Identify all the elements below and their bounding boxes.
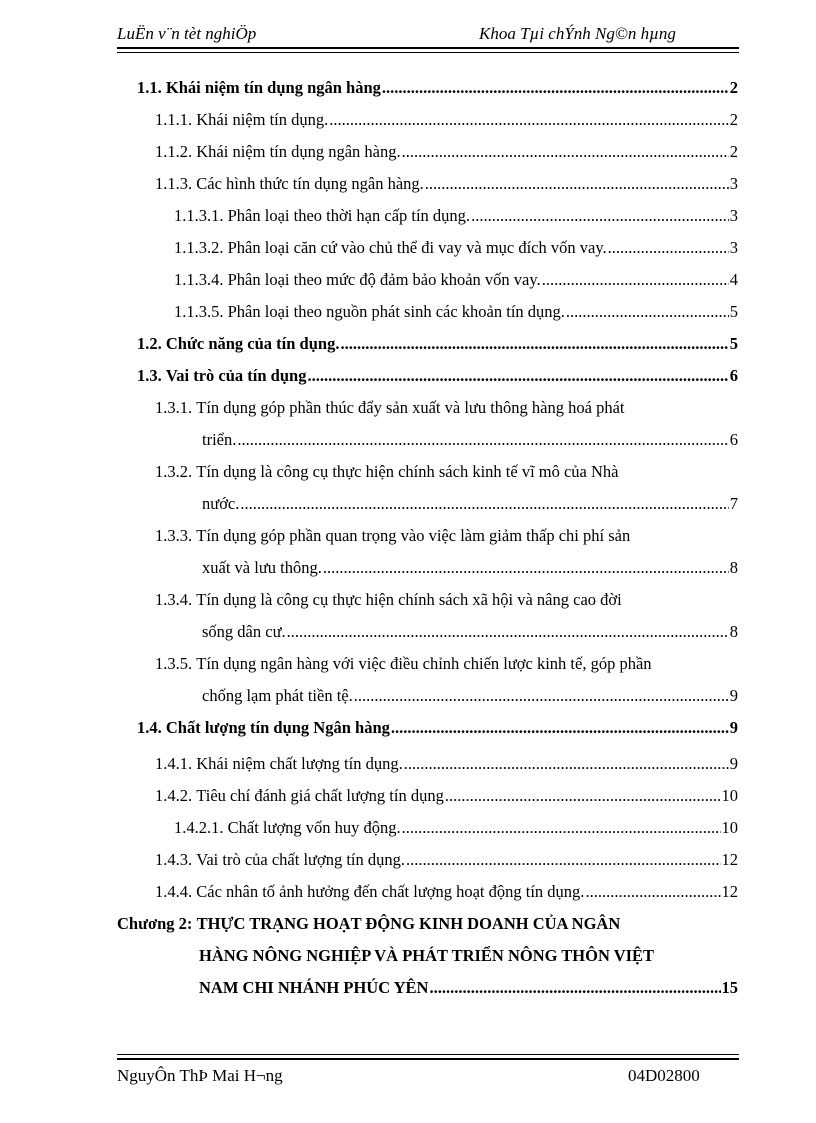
toc-chapter-2[interactable]: NAM CHI NHÁNH PHÚC YÊN ..... 15 bbox=[199, 978, 738, 998]
toc-entry-1-3-2-line1[interactable]: 1.3.2. Tín dụng là công cụ thực hiện chính sách kinh tế vĩ mô của Nhà bbox=[155, 462, 619, 481]
toc-entry-1-3-3-line1[interactable]: 1.3.3. Tín dụng góp phần quan trọng vào việc làm giảm thấp chi phí sản bbox=[155, 526, 631, 545]
footer-author: NguyÔn ThÞ Mai H¬ng bbox=[117, 1066, 283, 1085]
header-thesis-title: LuËn v¨n tèt nghiÖp bbox=[117, 24, 257, 43]
toc-entry-1-1-3[interactable]: 1.1.3. Các hình thức tín dụng ngân hàng. ..... 3 bbox=[155, 174, 738, 194]
toc-entry-1-1-3-1[interactable]: 1.1.3.1. Phân loại theo thời hạn cấp tín dụng. ..... 3 bbox=[174, 206, 738, 226]
toc-entry-1-3-3[interactable]: xuất và lưu thông. ..... 8 bbox=[202, 558, 738, 578]
toc-entry-1-1-3-2[interactable]: 1.1.3.2. Phân loại căn cứ vào chủ thể đi vay và mục đích vốn vay. ..... 3 bbox=[174, 238, 738, 258]
footer-rule bbox=[117, 1058, 739, 1060]
chapter-2-title-line1: THỰC TRẠNG HOẠT ĐỘNG KINH DOANH CỦA NGÂN bbox=[196, 914, 621, 933]
toc-entry-1-3-5[interactable]: chống lạm phát tiền tệ. ..... 9 bbox=[202, 686, 738, 706]
toc-entry-1-2[interactable]: 1.2. Chức năng của tín dụng. ..... 5 bbox=[137, 334, 738, 354]
toc-entry-1-3-2[interactable]: nước. ..... 7 bbox=[202, 494, 738, 514]
footer-rule-thin bbox=[117, 1054, 739, 1055]
toc-entry-1-4-1[interactable]: 1.4.1. Khái niệm chất lượng tín dụng. ..... 9 bbox=[155, 754, 738, 774]
toc-chapter-2-line1[interactable] bbox=[117, 914, 620, 934]
toc-entry-1-4-3[interactable]: 1.4.3. Vai trò của chất lượng tín dụng. ..... 12 bbox=[155, 850, 738, 870]
header-faculty: Khoa Tµi chÝnh Ng©n hµng bbox=[479, 24, 676, 43]
toc-entry-1-4[interactable]: 1.4. Chất lượng tín dụng Ngân hàng ..... 9 bbox=[137, 718, 738, 738]
toc-entry-1-1-2[interactable]: 1.1.2. Khái niệm tín dụng ngân hàng. ..... 2 bbox=[155, 142, 738, 162]
toc-entry-1-1-3-5[interactable]: 1.1.3.5. Phân loại theo nguồn phát sinh các khoản tín dụng. ..... 5 bbox=[174, 302, 738, 322]
toc-entry-1-1[interactable]: 1.1. Khái niệm tín dụng ngân hàng ..... 2 bbox=[137, 78, 738, 98]
chapter-2-label: Chương 2: bbox=[117, 914, 193, 933]
toc-entry-1-3-1-line1[interactable]: 1.3.1. Tín dụng góp phần thúc đẩy sản xuất và lưu thông hàng hoá phát bbox=[155, 398, 625, 417]
toc-entry-1-4-4[interactable]: 1.4.4. Các nhân tố ảnh hưởng đến chất lượng hoạt động tín dụng. ..... 12 bbox=[155, 882, 738, 902]
toc-entry-1-3-4-line1[interactable]: 1.3.4. Tín dụng là công cụ thực hiện chính sách xã hội và nâng cao đời bbox=[155, 590, 622, 609]
toc-chapter-2-line2[interactable]: HÀNG NÔNG NGHIỆP VÀ PHÁT TRIỂN NÔNG THÔN VIỆT bbox=[199, 946, 655, 965]
footer-student-id: 04D02800 bbox=[628, 1066, 700, 1085]
toc-entry-1-3-5-line1[interactable]: 1.3.5. Tín dụng ngân hàng với việc điều chỉnh chiến lược kinh tế, góp phần bbox=[155, 654, 652, 673]
toc-entry-1-4-2-1[interactable]: 1.4.2.1. Chất lượng vốn huy động. ..... 10 bbox=[174, 818, 738, 838]
toc-entry-1-3-1[interactable]: triển. ..... 6 bbox=[202, 430, 738, 450]
toc-entry-1-1-1[interactable]: 1.1.1. Khái niệm tín dụng. ..... 2 bbox=[155, 110, 738, 130]
toc-entry-1-3[interactable]: 1.3. Vai trò của tín dụng ..... 6 bbox=[137, 366, 738, 386]
toc-entry-1-4-2[interactable]: 1.4.2. Tiêu chí đánh giá chất lượng tín dụng ..... 10 bbox=[155, 786, 738, 806]
toc-entry-1-1-3-4[interactable]: 1.1.3.4. Phân loại theo mức độ đảm bảo khoản vốn vay. ..... 4 bbox=[174, 270, 738, 290]
toc-entry-1-3-4[interactable]: sống dân cư. ..... 8 bbox=[202, 622, 738, 642]
